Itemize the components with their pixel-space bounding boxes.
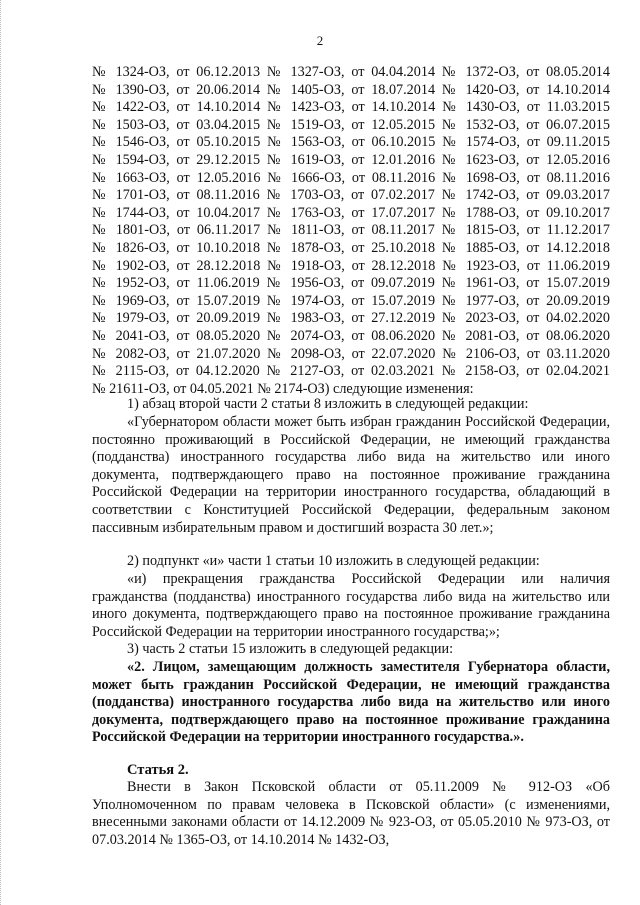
law-list-line: № 1594-ОЗ, от 29.12.2015 № 1619-ОЗ, от 12.01.2016 № 1623-ОЗ, от 12.05.2016 bbox=[92, 152, 610, 168]
item-1-heading: 1) абзац второй части 2 статьи 8 изложить в следующей редакции: bbox=[127, 396, 529, 412]
law-list-line: № 1902-ОЗ, от 28.12.2018 № 1918-ОЗ, от 28.12.2018 № 1923-ОЗ, от 11.06.2019 bbox=[92, 257, 610, 274]
item-3-heading: 3) часть 2 статьи 15 изложить в следующей редакции: bbox=[127, 641, 454, 657]
law-list-line: № 1503-ОЗ, от 03.04.2015 № 1519-ОЗ, от 12.05.2015 № 1532-ОЗ, от 06.07.2015 bbox=[92, 116, 610, 133]
law-list-line: № 1701-ОЗ, от 08.11.2016 № 1703-ОЗ, от 07.02.2017 № 1742-ОЗ, от 09.03.2017 bbox=[92, 187, 610, 204]
law-list-line: № 1390-ОЗ, от 20.06.2014 № 1405-ОЗ, от 18.07.2014 № 1420-ОЗ, от 14.10.2014 bbox=[92, 81, 610, 98]
law-list-line: № 21611-ОЗ, от 04.05.2021 № 2174-ОЗ) следующие изменения: bbox=[92, 380, 474, 397]
item-2-quote: «и) прекращения гражданства Российской Федерации или наличия гражданства (подданства) иностранного государства либо вида на жительство или иного документа, подтверждающего право на постоянное проживание гражданина Российской Федерации на территории иностранного государства;»; bbox=[92, 571, 610, 640]
page-number: 2 bbox=[316, 33, 324, 48]
law-list-line: № 1663-ОЗ, от 12.05.2016 № 1666-ОЗ, от 08.11.2016 № 1698-ОЗ, от 08.11.2016 bbox=[92, 169, 610, 186]
law-list-line: № 1744-ОЗ, от 10.04.2017 № 1763-ОЗ, от 17.07.2017 № 1788-ОЗ, от 09.10.2017 bbox=[92, 204, 610, 221]
law-list-line: № 2082-ОЗ, от 21.07.2020 № 2098-ОЗ, от 22.07.2020 № 2106-ОЗ, от 03.11.2020 bbox=[92, 345, 610, 362]
item-3-quote: «2. Лицом, замещающим должность заместителя Губернатора области, может быть гражданин Российской Федерации, не имеющий гражданства (подданства) иностранного государства либо вида на жительство или иного документа, подтверждающего право на постоянное проживание гражданина Российской Федерации на территории иностранного государства.». bbox=[92, 659, 610, 746]
law-list-line: № 2041-ОЗ, от 08.05.2020 № 2074-ОЗ, от 08.06.2020 № 2081-ОЗ, от 08.06.2020 bbox=[92, 328, 610, 344]
item-2-heading: 2) подпункт «и» части 1 статьи 10 изложить в следующей редакции: bbox=[127, 553, 540, 569]
law-list-line: № 1952-ОЗ, от 11.06.2019 № 1956-ОЗ, от 09.07.2019 № 1961-ОЗ, от 15.07.2019 bbox=[92, 275, 610, 292]
law-list-line: № 1801-ОЗ, от 06.11.2017 № 1811-ОЗ, от 08.11.2017 № 1815-ОЗ, от 11.12.2017 bbox=[92, 222, 610, 239]
law-list-line: № 1969-ОЗ, от 15.07.2019 № 1974-ОЗ, от 15.07.2019 № 1977-ОЗ, от 20.09.2019 bbox=[92, 292, 610, 309]
item-1-quote: «Губернатором области может быть избран гражданин Российской Федерации, постоянно проживающий в Российской Федерации, не имеющий гражданства (подданства) иностранного государства либо вида на жительство или иного документа, подтверждающего право на постоянное проживание гражданина Российской Федерации на территории иностранного государства, обладающий в соответствии с Конституцией Российской Федерации, федеральным законом пассивным избирательным правом и достигший возраста 30 лет.»; bbox=[92, 414, 610, 536]
law-list-line: № 2115-ОЗ, от 04.12.2020 № 2127-ОЗ, от 02.03.2021 № 2158-ОЗ, от 02.04.2021 bbox=[92, 363, 610, 380]
law-list-line: № 1979-ОЗ, от 20.09.2019 № 1983-ОЗ, от 27.12.2019 № 2023-ОЗ, от 04.02.2020 bbox=[92, 310, 610, 327]
article-2-title: Статья 2. bbox=[127, 762, 189, 778]
law-list-line: № 1422-ОЗ, от 14.10.2014 № 1423-ОЗ, от 14.10.2014 № 1430-ОЗ, от 11.03.2015 bbox=[92, 99, 610, 116]
law-list-line: № 1546-ОЗ, от 05.10.2015 № 1563-ОЗ, от 06.10.2015 № 1574-ОЗ, от 09.11.2015 bbox=[92, 134, 610, 151]
law-list-line: № 1826-ОЗ, от 10.10.2018 № 1878-ОЗ, от 25.10.2018 № 1885-ОЗ, от 14.12.2018 bbox=[92, 240, 610, 256]
law-list-line: № 1324-ОЗ, от 06.12.2013 № 1327-ОЗ, от 04.04.2014 № 1372-ОЗ, от 08.05.2014 bbox=[92, 64, 610, 80]
article-2-text: Внести в Закон Псковской области от 05.11.2009 № 912-ОЗ «Об Уполномоченном по правам человека в Псковской области» (с изменениями, внесенными законами области от 14.12.2009 № 923-ОЗ, от 05.05.2010 № 973-ОЗ, от 07.03.2014 № 1365-ОЗ, от 14.10.2014 № 1432-ОЗ, bbox=[92, 779, 610, 848]
page-edge bbox=[0, 0, 4, 905]
